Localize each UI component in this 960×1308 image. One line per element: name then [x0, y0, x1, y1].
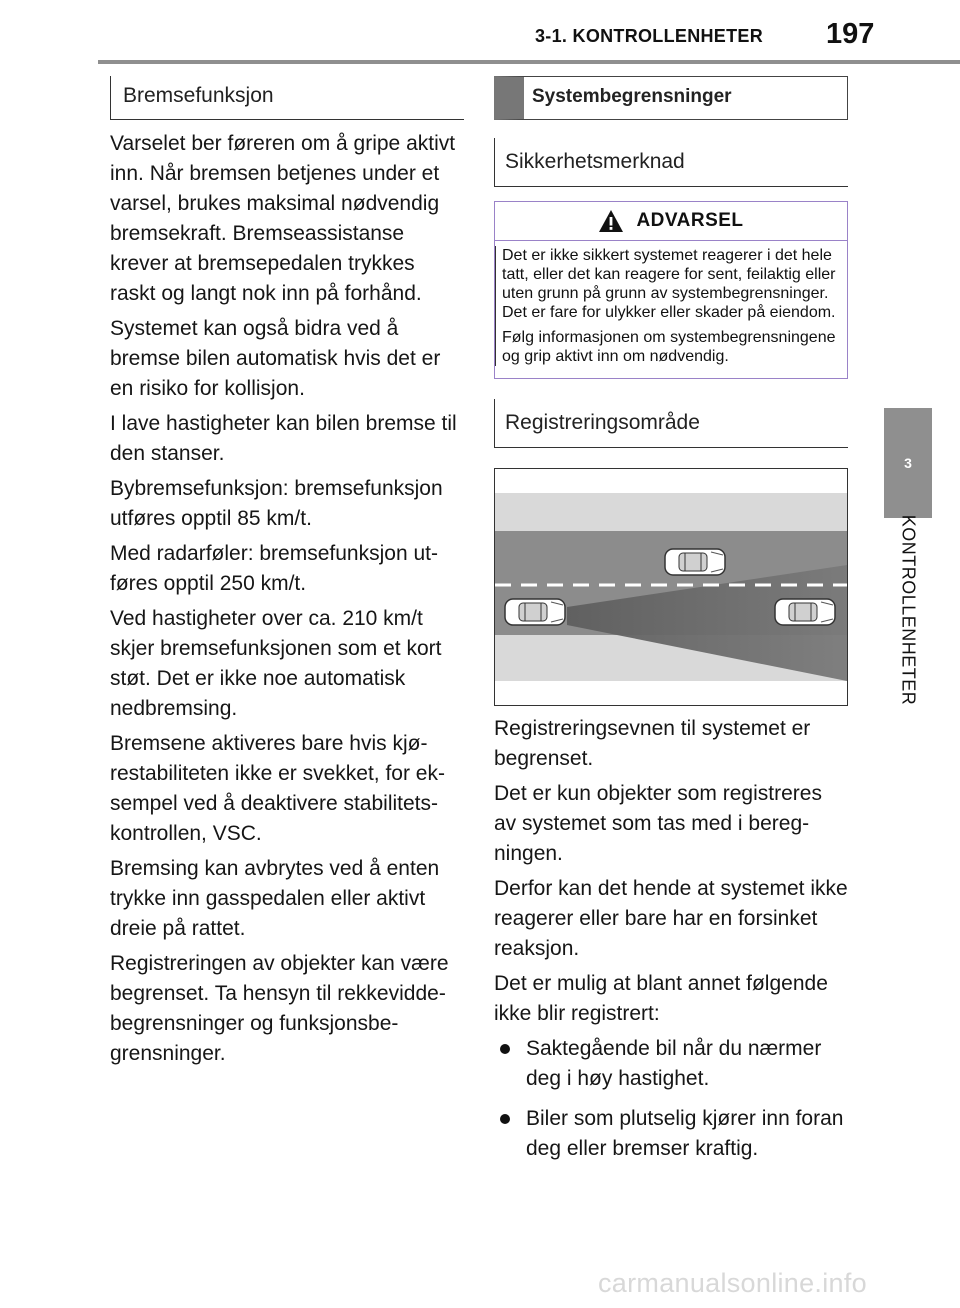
list-item: [494, 1104, 848, 1169]
sub-heading-registreringsomrade: Registreringsområde: [494, 399, 848, 448]
detection-range-illustration: [495, 469, 847, 705]
warning-box: [494, 201, 848, 379]
paragraph: Bremsing kan avbrytes ved å enten trykke inn gasspedalen eller aktivt dreie på rattet.: [110, 857, 440, 940]
chapter-tab: [884, 408, 932, 518]
detection-range-diagram: [494, 468, 848, 706]
paragraph: Registreringen av objekter kan være begrenset. Ta hensyn til rekkeviddebegrensninger og funksjonsbegrensninger.: [110, 952, 449, 1065]
running-header-title: 3-1. KONTROLLENHETER: [535, 26, 764, 46]
bullet-icon: [500, 1044, 510, 1054]
warning-triangle-icon: [598, 209, 624, 233]
car-ahead: [665, 549, 725, 575]
page-number: 197: [826, 18, 875, 50]
paragraph: Registreringsevnen til systemet er begrenset.: [494, 717, 811, 770]
warning-title: ADVARSEL: [636, 210, 744, 231]
right-column: [494, 76, 848, 1174]
warning-header: [495, 202, 847, 241]
section-heading-systembegrensninger: Systembegrensninger: [494, 76, 848, 120]
bullet-icon: [500, 1114, 510, 1124]
chapter-number: 3: [904, 455, 912, 471]
car-detected: [775, 599, 835, 625]
header-rule: [98, 60, 960, 64]
paragraph: Derfor kan det hende at systemet ikke reagerer eller bare har en forsinket reaksjon.: [494, 877, 848, 960]
bullet-text: Saktegående bil når du nærmer deg i høy hastighet.: [526, 1037, 822, 1090]
list-item: [494, 1034, 848, 1099]
bullet-text: Biler som plutselig kjører inn foran deg eller bremser kraftig.: [526, 1107, 844, 1160]
paragraph: Bybremsefunksjon: bremsefunksjon utføres opptil 85 km/t.: [110, 477, 443, 530]
warning-body: [495, 246, 847, 366]
paragraph: Systemet kan også bidra ved å bremse bilen automatisk hvis det er en risiko for kollisjon.: [110, 317, 441, 400]
paragraph: Det er kun objekter som registreres av systemet som tas med i beregningen.: [494, 782, 822, 865]
paragraph: Det er mulig at blant annet følgende ikke blir registrert:: [494, 972, 828, 1025]
paragraph: Bremsene aktiveres bare hvis kjørestabiliteten ikke er svekket, for eksempel ved å deaktivere stabilitetskontrollen, VSC.: [110, 732, 445, 845]
chapter-label: KONTROLLENHETER: [898, 514, 919, 706]
sub-heading-sikkerhetsmerknad: Sikkerhetsmerknad: [494, 138, 848, 187]
paragraph: Ved hastigheter over ca. 210 km/t skjer bremsefunksjonen som et kort støt. Det er ikke noe automatisk nedbremsing.: [110, 607, 442, 720]
warning-paragraph: Det er ikke sikkert systemet reagerer i det hele tatt, eller det kan reagere for sent, feilaktig eller uten grunn på grunn av systembegrensninger. Det er fare for ulykker eller skader på eiendom.: [502, 247, 836, 321]
section-heading-bremsefunksjon: Bremsefunksjon: [110, 76, 464, 120]
paragraph: I lave hastigheter kan bilen bremse til den stanser.: [110, 412, 457, 465]
own-car: [505, 599, 565, 625]
left-column: [110, 76, 464, 1074]
road-shoulder-top: [495, 493, 847, 531]
warning-paragraph: Følg informasjonen om systembegrensningene og grip aktivt inn om nødvendig.: [502, 329, 836, 365]
watermark: carmanualsonline.info: [598, 1268, 867, 1298]
paragraph: Varselet ber føreren om å gripe aktivt inn. Når bremsen betjenes under et varsel, brukes maksimal nødvendig bremsekraft. Bremseassistanse krever at bremsepedalen trykkes raskt og langt nok inn på forhånd.: [110, 132, 456, 305]
paragraph: Med radarføler: bremsefunksjon utføres opptil 250 km/t.: [110, 542, 438, 595]
